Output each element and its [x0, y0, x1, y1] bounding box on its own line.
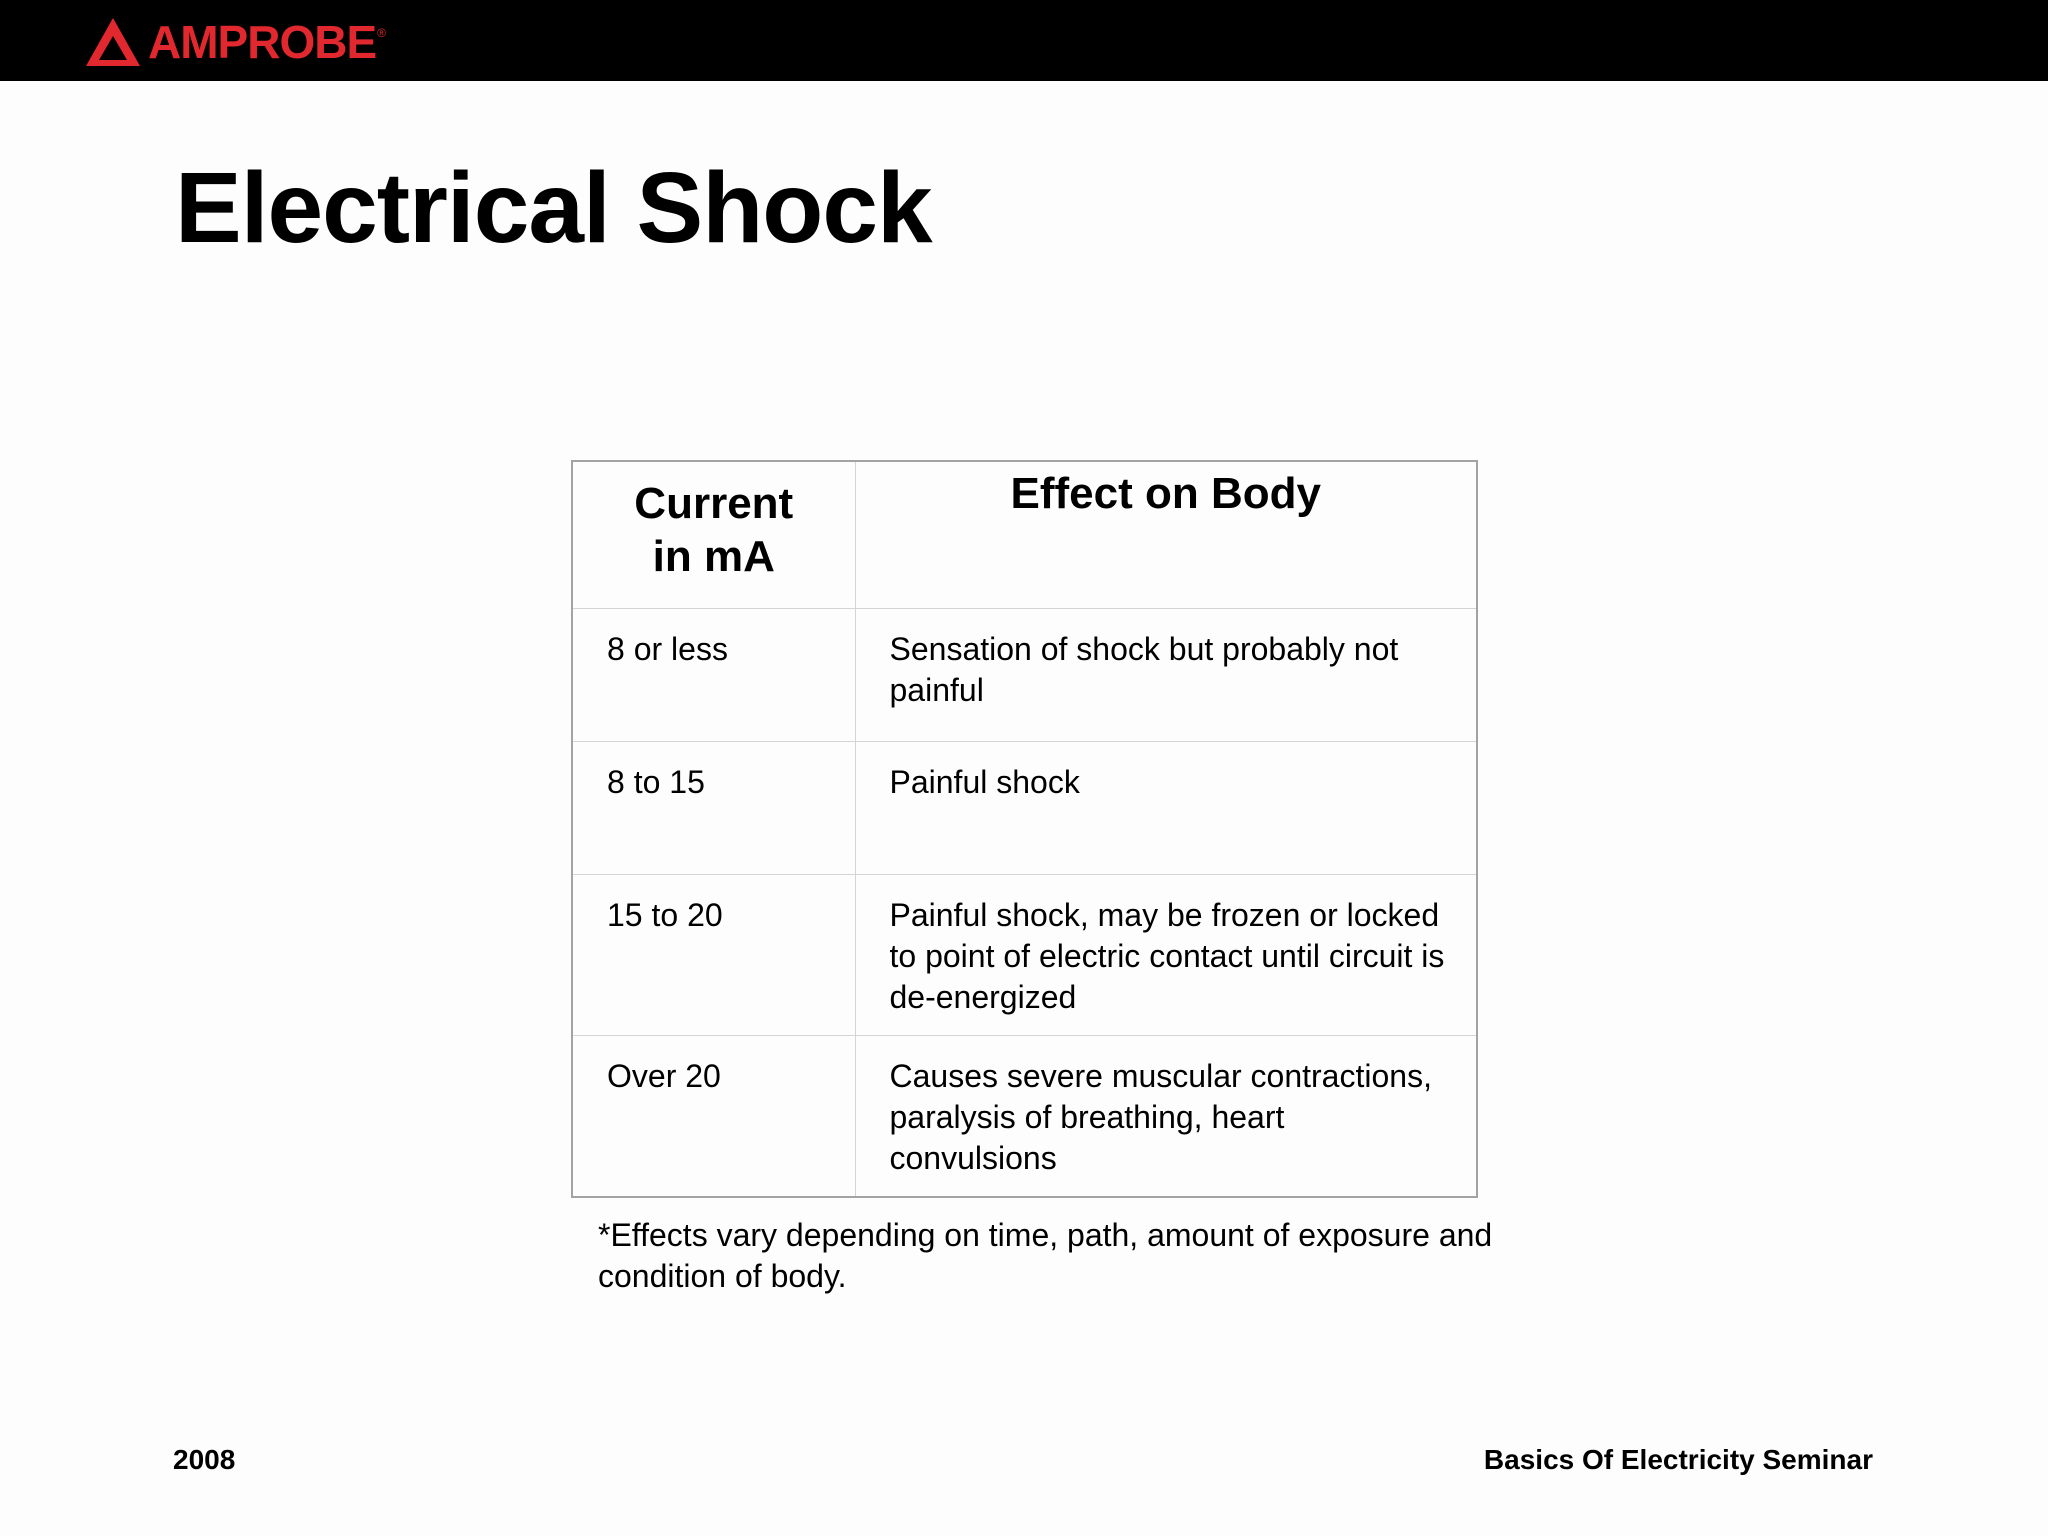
- current-cell: 8 or less: [572, 609, 855, 742]
- footnote: *Effects vary depending on time, path, amount of exposure and condition of body.: [598, 1217, 1493, 1294]
- triangle-logo-icon: [84, 16, 142, 68]
- effect-cell: Painful shock, may be frozen or locked to point of electric contact until circuit is de-energized: [855, 875, 1477, 1036]
- header-bar: [0, 0, 2048, 81]
- shock-effects-table: [571, 460, 1478, 1198]
- table-row: [572, 742, 1477, 875]
- effect-cell: Sensation of shock but probably not painful: [855, 609, 1477, 742]
- table-row: [572, 1036, 1477, 1198]
- amprobe-logo: [84, 14, 386, 70]
- footer-seminar-title: Basics Of Electricity Seminar: [1483, 1444, 1873, 1475]
- current-cell: Over 20: [572, 1036, 855, 1198]
- header-current: [572, 461, 855, 609]
- table-header-row: [572, 461, 1477, 609]
- table-row: [572, 875, 1477, 1036]
- current-cell: 8 to 15: [572, 742, 855, 875]
- table-row: [572, 609, 1477, 742]
- brand-name: AMPROBE: [148, 16, 377, 68]
- header-current-line1: Current: [634, 479, 794, 528]
- header-current-line2: in mA: [652, 532, 775, 581]
- page-title: Electrical Shock: [175, 152, 932, 264]
- effect-cell: Causes severe muscular contractions, paralysis of breathing, heart convulsions: [855, 1036, 1477, 1198]
- current-cell: 15 to 20: [572, 875, 855, 1036]
- footer-year: 2008: [173, 1444, 236, 1475]
- registered-mark: ®: [377, 26, 386, 40]
- effect-cell: Painful shock: [855, 742, 1477, 875]
- header-effect: Effect on Body: [855, 461, 1477, 609]
